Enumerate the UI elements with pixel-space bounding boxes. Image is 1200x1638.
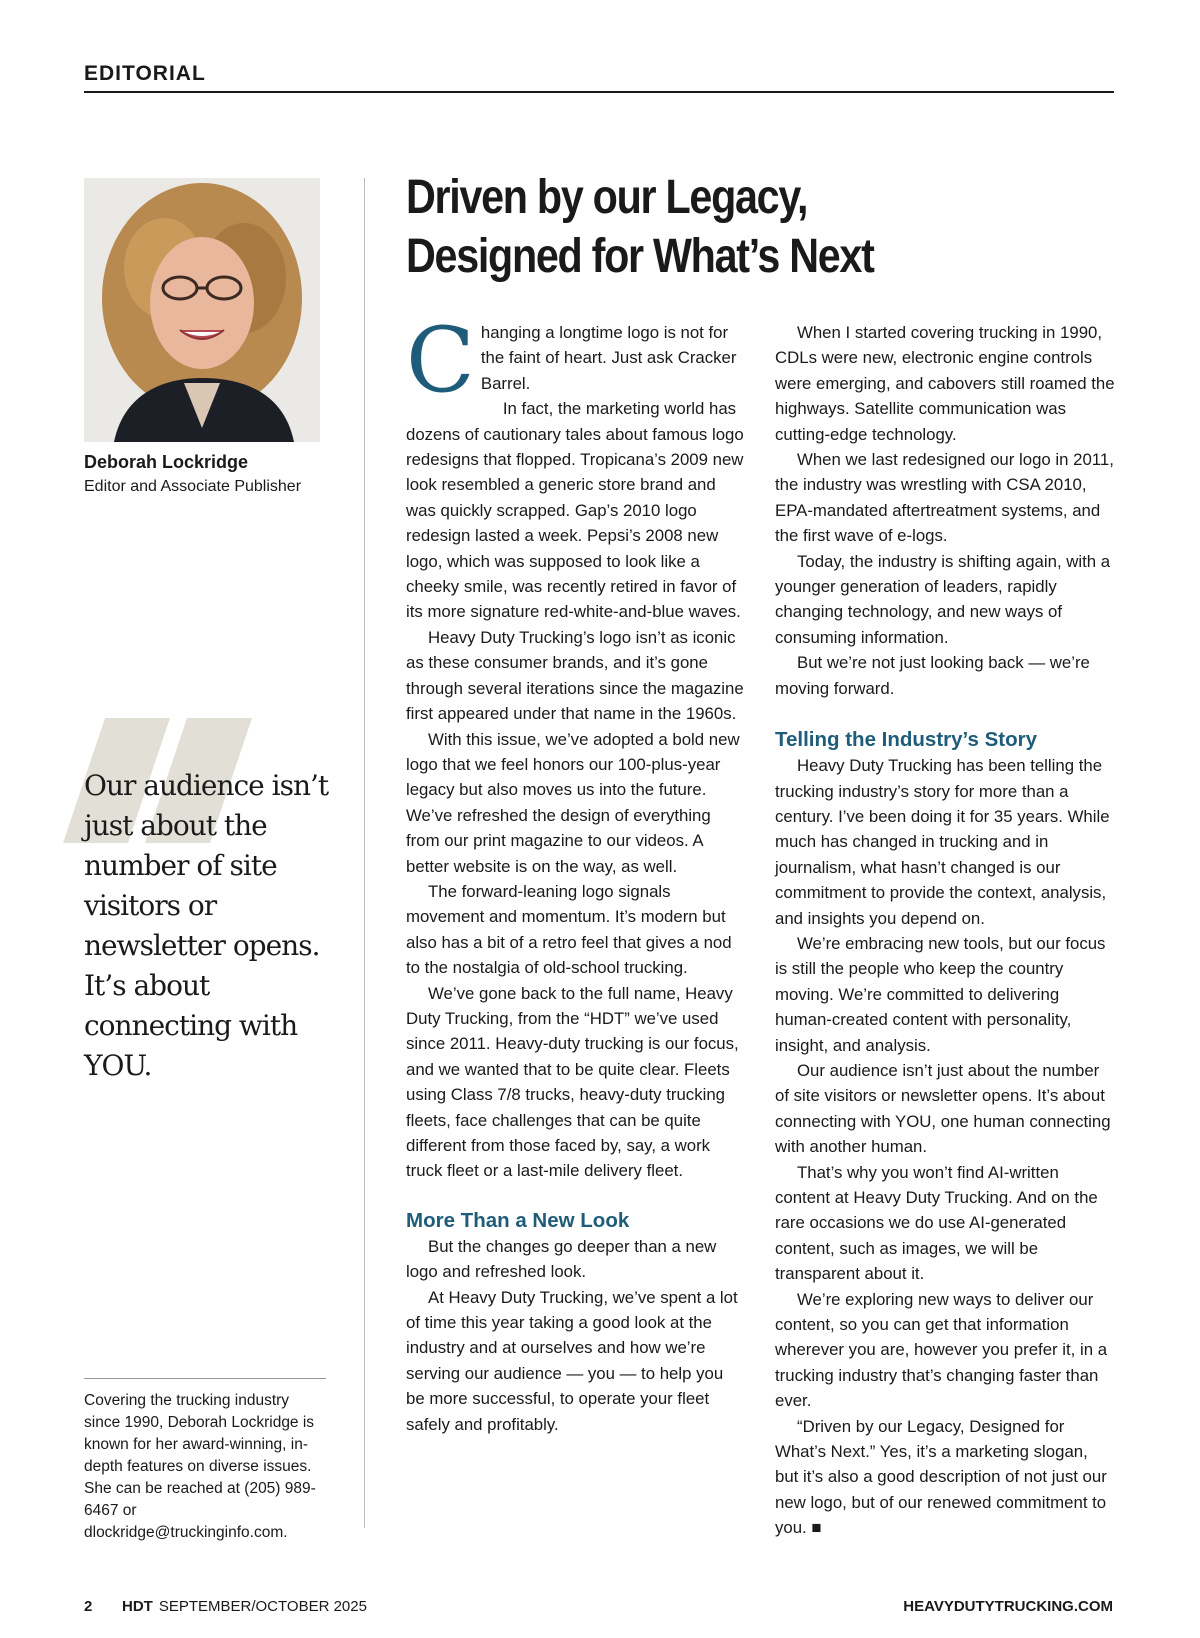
footer-issue-date: SEPTEMBER/OCTOBER 2025	[158, 1598, 367, 1615]
article-paragraph: Changing a longtime logo is not for the faint of heart. Just ask Cracker Barrel.	[406, 308, 737, 413]
column-divider	[364, 178, 365, 1528]
article-paragraph: The forward-leaning logo signals movement and momentum. It’s modern but also has a bit of a retro feel that gives a nod to the nostalgia of old-school trucking.	[406, 881, 732, 978]
section-label: EDITORIAL	[84, 62, 206, 85]
subhead-more-than-new-look: More Than a New Look	[406, 1208, 630, 1232]
article-paragraph: In fact, the marketing world has dozens of cautionary tales about famous logo redesigns that flopped. Tropicana’s 2009 new look resembled a generic store brand and was quickly scrapped. Gap’s 2010 logo redesign lasted a week. Pepsi’s 2008 new logo, which was supposed to look like a cheeky smile, was recently retired in favor of its more signature red-white-and-blue waves.	[406, 399, 744, 622]
author-photo	[84, 178, 320, 442]
article-column-2	[775, 320, 1115, 1541]
author-name: Deborah Lockridge	[84, 452, 249, 472]
article-column-1	[406, 308, 746, 1437]
footer-issue	[122, 1598, 367, 1615]
article-paragraph: Our audience isn’t just about the number of site visitors or newsletter opens. It’s about connecting with YOU, one human connecting with another human.	[775, 1060, 1111, 1157]
pull-quote: Our audience isn’t just about the number of site visitors or newsletter opens. It’s about connecting with YOU.	[84, 769, 329, 1082]
article-paragraph: With this issue, we’ve adopted a bold new logo that we feel honors our 100-plus-year legacy but also moves us into the future. We’ve refreshed the design of everything from our print magazine to our videos. A better website is on the way, as well.	[406, 729, 740, 876]
article-paragraph: When I started covering trucking in 1990, CDLs were new, electronic engine controls were emerging, and cabovers still roamed the highways. Satellite communication was cutting-edge technology.	[775, 323, 1115, 444]
article-paragraph: Today, the industry is shifting again, with a younger generation of leaders, rapidly changing technology, and new ways of consuming information.	[775, 551, 1111, 647]
end-mark-icon: ■	[811, 1518, 822, 1538]
top-rule	[84, 91, 1114, 93]
author-bio: Covering the trucking industry since 1990, Deborah Lockridge is known for her award-winning, in-depth features on diverse issues. She can be reached at (205) 989-6467 or dlockridge@truckinginfo.com.	[84, 1392, 316, 1541]
headline-line-1: Driven by our Legacy,	[406, 171, 808, 224]
bio-divider	[84, 1378, 326, 1379]
author-title: Editor and Associate Publisher	[84, 478, 302, 495]
article-paragraph: Heavy Duty Trucking’s logo isn’t as iconic as these consumer brands, and it’s gone through several iterations since the magazine first appeared under that name in the 1960s.	[406, 627, 744, 724]
subhead-telling-story: Telling the Industry’s Story	[775, 728, 1037, 752]
headline	[406, 168, 1008, 286]
article-paragraph: But the changes go deeper than a new logo and refreshed look.	[406, 1236, 717, 1282]
article-paragraph: At Heavy Duty Trucking, we’ve spent a lot of time this year taking a good look at the industry and at ourselves and how we’re serving our audience — you — to help you be more successful, to operate your fleet safely and profitably.	[406, 1287, 738, 1434]
footer-brand: HDT	[122, 1598, 153, 1615]
article-paragraph: When we last redesigned our logo in 2011, the industry was wrestling with CSA 2010, EPA-mandated aftertreatment systems, and the first wave of e-logs.	[775, 450, 1114, 546]
article-paragraph: We’ve gone back to the full name, Heavy Duty Trucking, from the “HDT” we’ve used since 2011. Heavy-duty trucking is our focus, and we wanted that to be quite clear. Fleets using Class 7/8 trucks, heavy-duty trucking fleets, face challenges that can be quite different from those faced by, say, a work truck fleet or a last-mile delivery fleet.	[406, 983, 739, 1181]
article-paragraph: We’re exploring new ways to deliver our content, so you can get that information wherever you are, however you prefer it, in a trucking industry that’s changing faster than ever.	[775, 1289, 1108, 1411]
article-paragraph: But we’re not just looking back — we’re moving forward.	[775, 653, 1090, 698]
article-paragraph: Heavy Duty Trucking has been telling the trucking industry’s story for more than a century. I’ve been doing it for 35 years. While much has changed in trucking and in journalism, what hasn’t changed is our commitment to provide the context, analysis, and insights you depend on.	[775, 756, 1110, 928]
article-paragraph: “Driven by our Legacy, Designed for What’s Next.” Yes, it’s a marketing slogan, but it’s also a good description of not just our new logo, but of our renewed commitment to you. ■	[775, 1416, 1107, 1538]
page-number: 2	[84, 1598, 93, 1615]
drop-cap: C	[406, 308, 475, 413]
headline-line-2: Designed for What’s Next	[406, 230, 874, 283]
footer-url: HEAVYDUTYTRUCKING.COM	[903, 1598, 1113, 1615]
article-paragraph: We’re embracing new tools, but our focus is still the people who keep the country moving. We’re committed to delivering human-created content with personality, insight, and analysis.	[775, 933, 1106, 1055]
article-paragraph: That’s why you won’t find AI-written content at Heavy Duty Trucking. And on the rare occasions we do use AI-generated content, such as images, we will be transparent about it.	[775, 1162, 1098, 1284]
